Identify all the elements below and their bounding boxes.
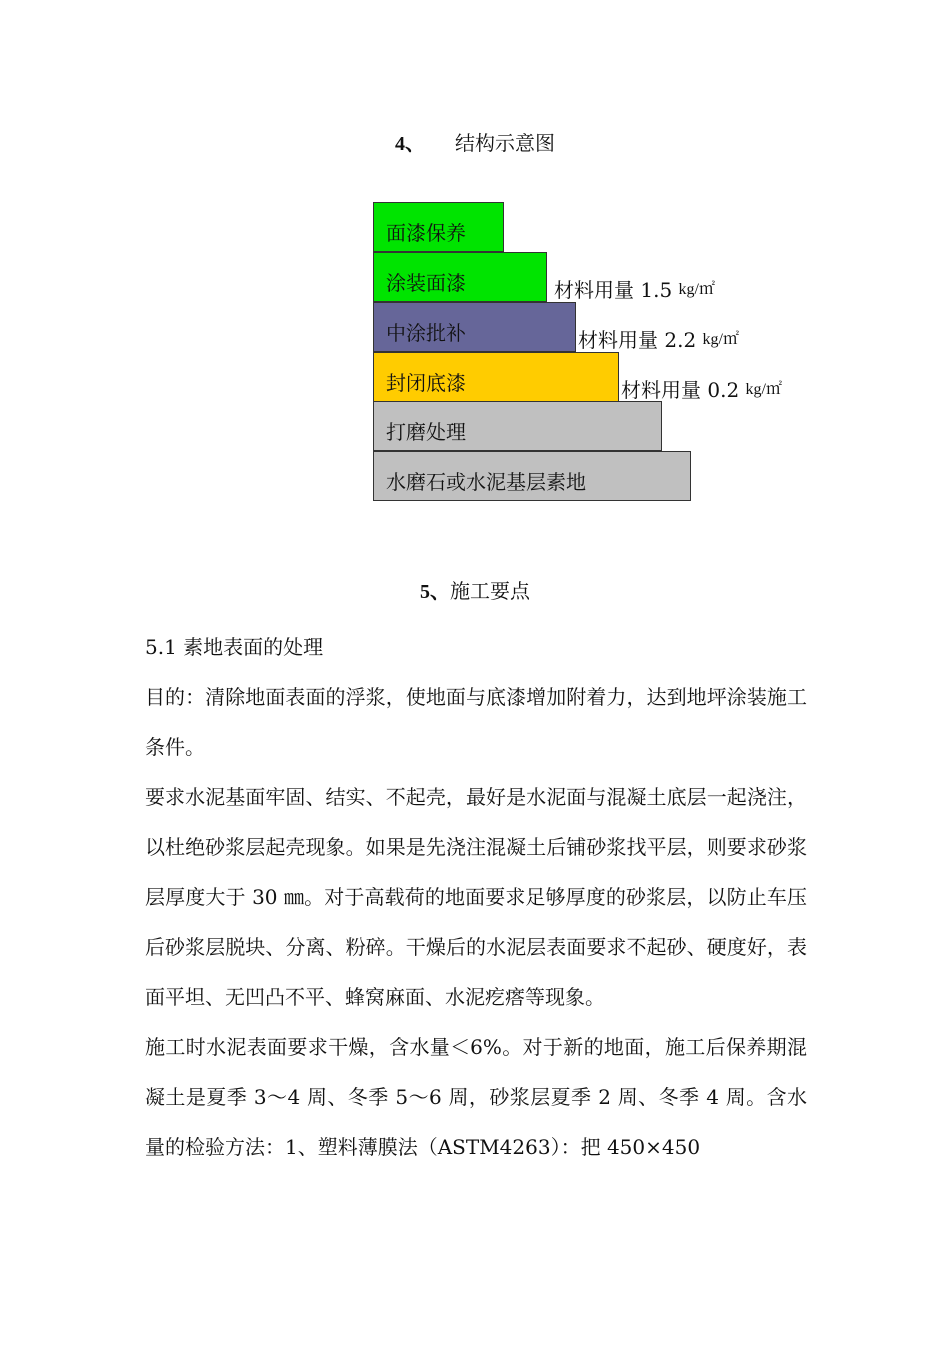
section-4-title: 结构示意图: [455, 131, 555, 155]
layer-mid-coat: 中涂批补: [373, 302, 576, 352]
layer-topcoat: 涂装面漆: [373, 252, 547, 302]
usage-topcoat-unit: kg/㎡: [678, 281, 715, 298]
usage-topcoat: [554, 279, 715, 301]
section-4-number: 4、: [395, 133, 425, 155]
layer-sanding: 打磨处理: [373, 401, 662, 451]
usage-primer-unit: kg/㎡: [745, 381, 782, 398]
section-5-body: [145, 622, 807, 1172]
subheading-5-1: 5.1 素地表面的处理: [145, 635, 324, 659]
section-5-heading: [0, 575, 950, 604]
usage-mid-coat: [578, 329, 739, 351]
section-5-number: 5、: [420, 581, 450, 603]
paragraph-purpose: 目的：清除地面表面的浮浆，使地面与底漆增加附着力，达到地坪涂装施工条件。: [145, 685, 807, 759]
layer-sealing-primer: 封闭底漆: [373, 352, 619, 402]
usage-primer: [621, 379, 782, 401]
layer-substrate: 水磨石或水泥基层素地: [373, 451, 691, 501]
section-5-title: 施工要点: [450, 579, 530, 603]
usage-mid-coat-unit: kg/㎡: [702, 331, 739, 348]
usage-topcoat-text: 材料用量 1.5: [554, 278, 673, 302]
paragraph-moisture: 施工时水泥表面要求干燥，含水量＜6%。对于新的地面，施工后保养期混凝土是夏季 3～4 周、冬季 5～6 周，砂浆层夏季 2 周、冬季 4 周。含水量的检验方法：1、塑料薄膜法（ASTM4263）：把 450×450: [145, 1035, 807, 1159]
paragraph-requirements: 要求水泥基面牢固、结实、不起壳，最好是水泥面与混凝土底层一起浇注，以杜绝砂浆层起壳现象。如果是先浇注混凝土后铺砂浆找平层，则要求砂浆层厚度大于 30 ㎜。对于高载荷的地面要求足够厚度的砂浆层，以防止车压后砂浆层脱块、分离、粉碎。干燥后的水泥层表面要求不起砂、硬度好，表面平坦、无凹凸不平、蜂窝麻面、水泥疙瘩等现象。: [145, 785, 807, 1009]
layer-topcoat-maintenance: 面漆保养: [373, 202, 504, 252]
usage-mid-coat-text: 材料用量 2.2: [578, 328, 697, 352]
usage-primer-text: 材料用量 0.2: [621, 378, 740, 402]
section-4-heading: [0, 127, 950, 156]
